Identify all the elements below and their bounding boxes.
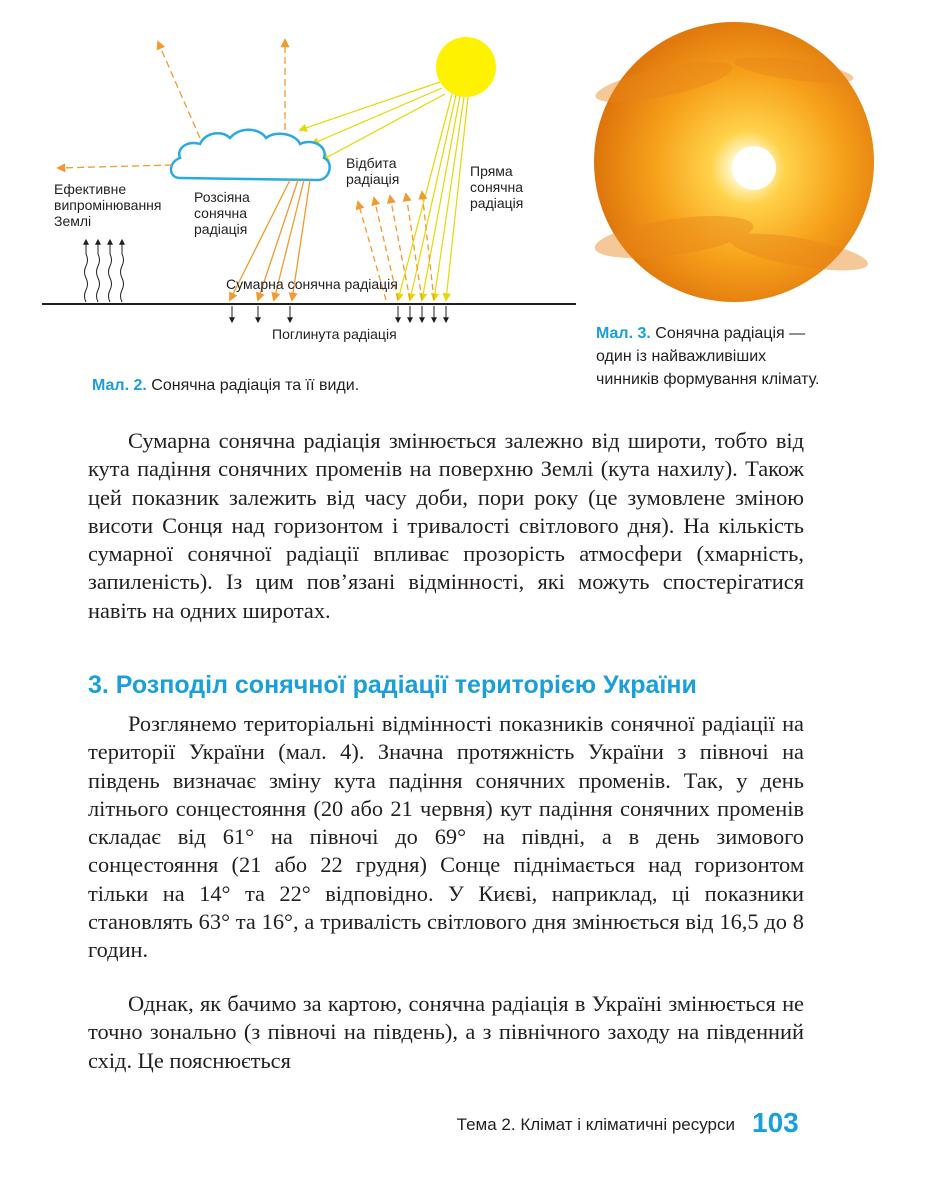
figure2-caption-text: Сонячна радіація та її види. — [146, 377, 360, 394]
figure3-caption — [596, 322, 820, 391]
figure3-caption-text: Сонячна радіація — один із найважливіших чинників формування клімату. — [596, 325, 820, 388]
solar-radiation-diagram — [40, 30, 585, 350]
figure2-caption — [92, 375, 359, 397]
label-scattered-radiation: Розсіяна сонячна радіація — [194, 189, 250, 237]
paragraph-map-explanation: Однак, як бачимо за картою, сонячна радіація в Україні змінюється не точно зонально (з півночі на південь), а з північного заходу на південний схід. Це пояснюється — [88, 991, 804, 1073]
figure2-caption-number: Мал. 2. — [92, 377, 147, 394]
section-heading: 3. Розподіл сонячної радіації територією України — [88, 671, 697, 699]
absorbed-arrows — [232, 306, 446, 322]
label-absorbed-radiation: Поглинута радіація — [272, 326, 397, 342]
earth-emission-arrows — [85, 240, 124, 302]
page-number: 103 — [752, 1107, 799, 1138]
sun-photo — [594, 22, 874, 302]
paragraph-total-radiation: Сумарна сонячна радіація змінюється залежно від широти, тобто від кута падіння сонячних променів на поверхню Землі (кута нахилу). Також цей показник залежить від часу доби, пори року (це зумовлене зміною висоти Сонця над горизонтом і тривалості світлового дня). На кількість сумарної сонячної радіації впливає прозорість атмосфери (хмарність, запиленість). Із цим пов’язані відмінності, які можуть спостерігатися навіть на одних широтах. — [88, 428, 804, 623]
label-reflected-radiation: Відбита радіація — [346, 155, 400, 187]
label-effective-radiation: Ефективне випромінювання Землі — [54, 181, 162, 229]
direct-rays — [398, 94, 468, 300]
paragraph-ukraine-distribution: Розглянемо територіальні відмінності показників сонячної радіації на території України (мал. 4). Значна протяжність України з півночі на південь визначає зміну кута падіння сонячних променів. Так, у день літнього сонцестояння (20 або 21 червня) кут падіння сонячних променів складає від 61° на півночі до 69° на півдні, а в день зимового сонцестояння (21 або 22 грудня) Сонце піднімається над горизонтом тільки на 14° та 22° відповідно. У Києві, наприклад, ці показники становлять 63° та 16°, а тривалість світлового дня змінюється від 16,5 до 8 годин. — [88, 711, 804, 963]
figure3-caption-number: Мал. 3. — [596, 325, 651, 342]
label-total-radiation: Сумарна сонячна радіація — [226, 276, 398, 292]
cloud-icon — [171, 130, 330, 180]
sun-icon — [436, 37, 496, 97]
footer-topic: Тема 2. Клімат і кліматичні ресурси — [456, 1115, 735, 1134]
label-direct-radiation: Пряма сонячна радіація — [470, 163, 524, 211]
